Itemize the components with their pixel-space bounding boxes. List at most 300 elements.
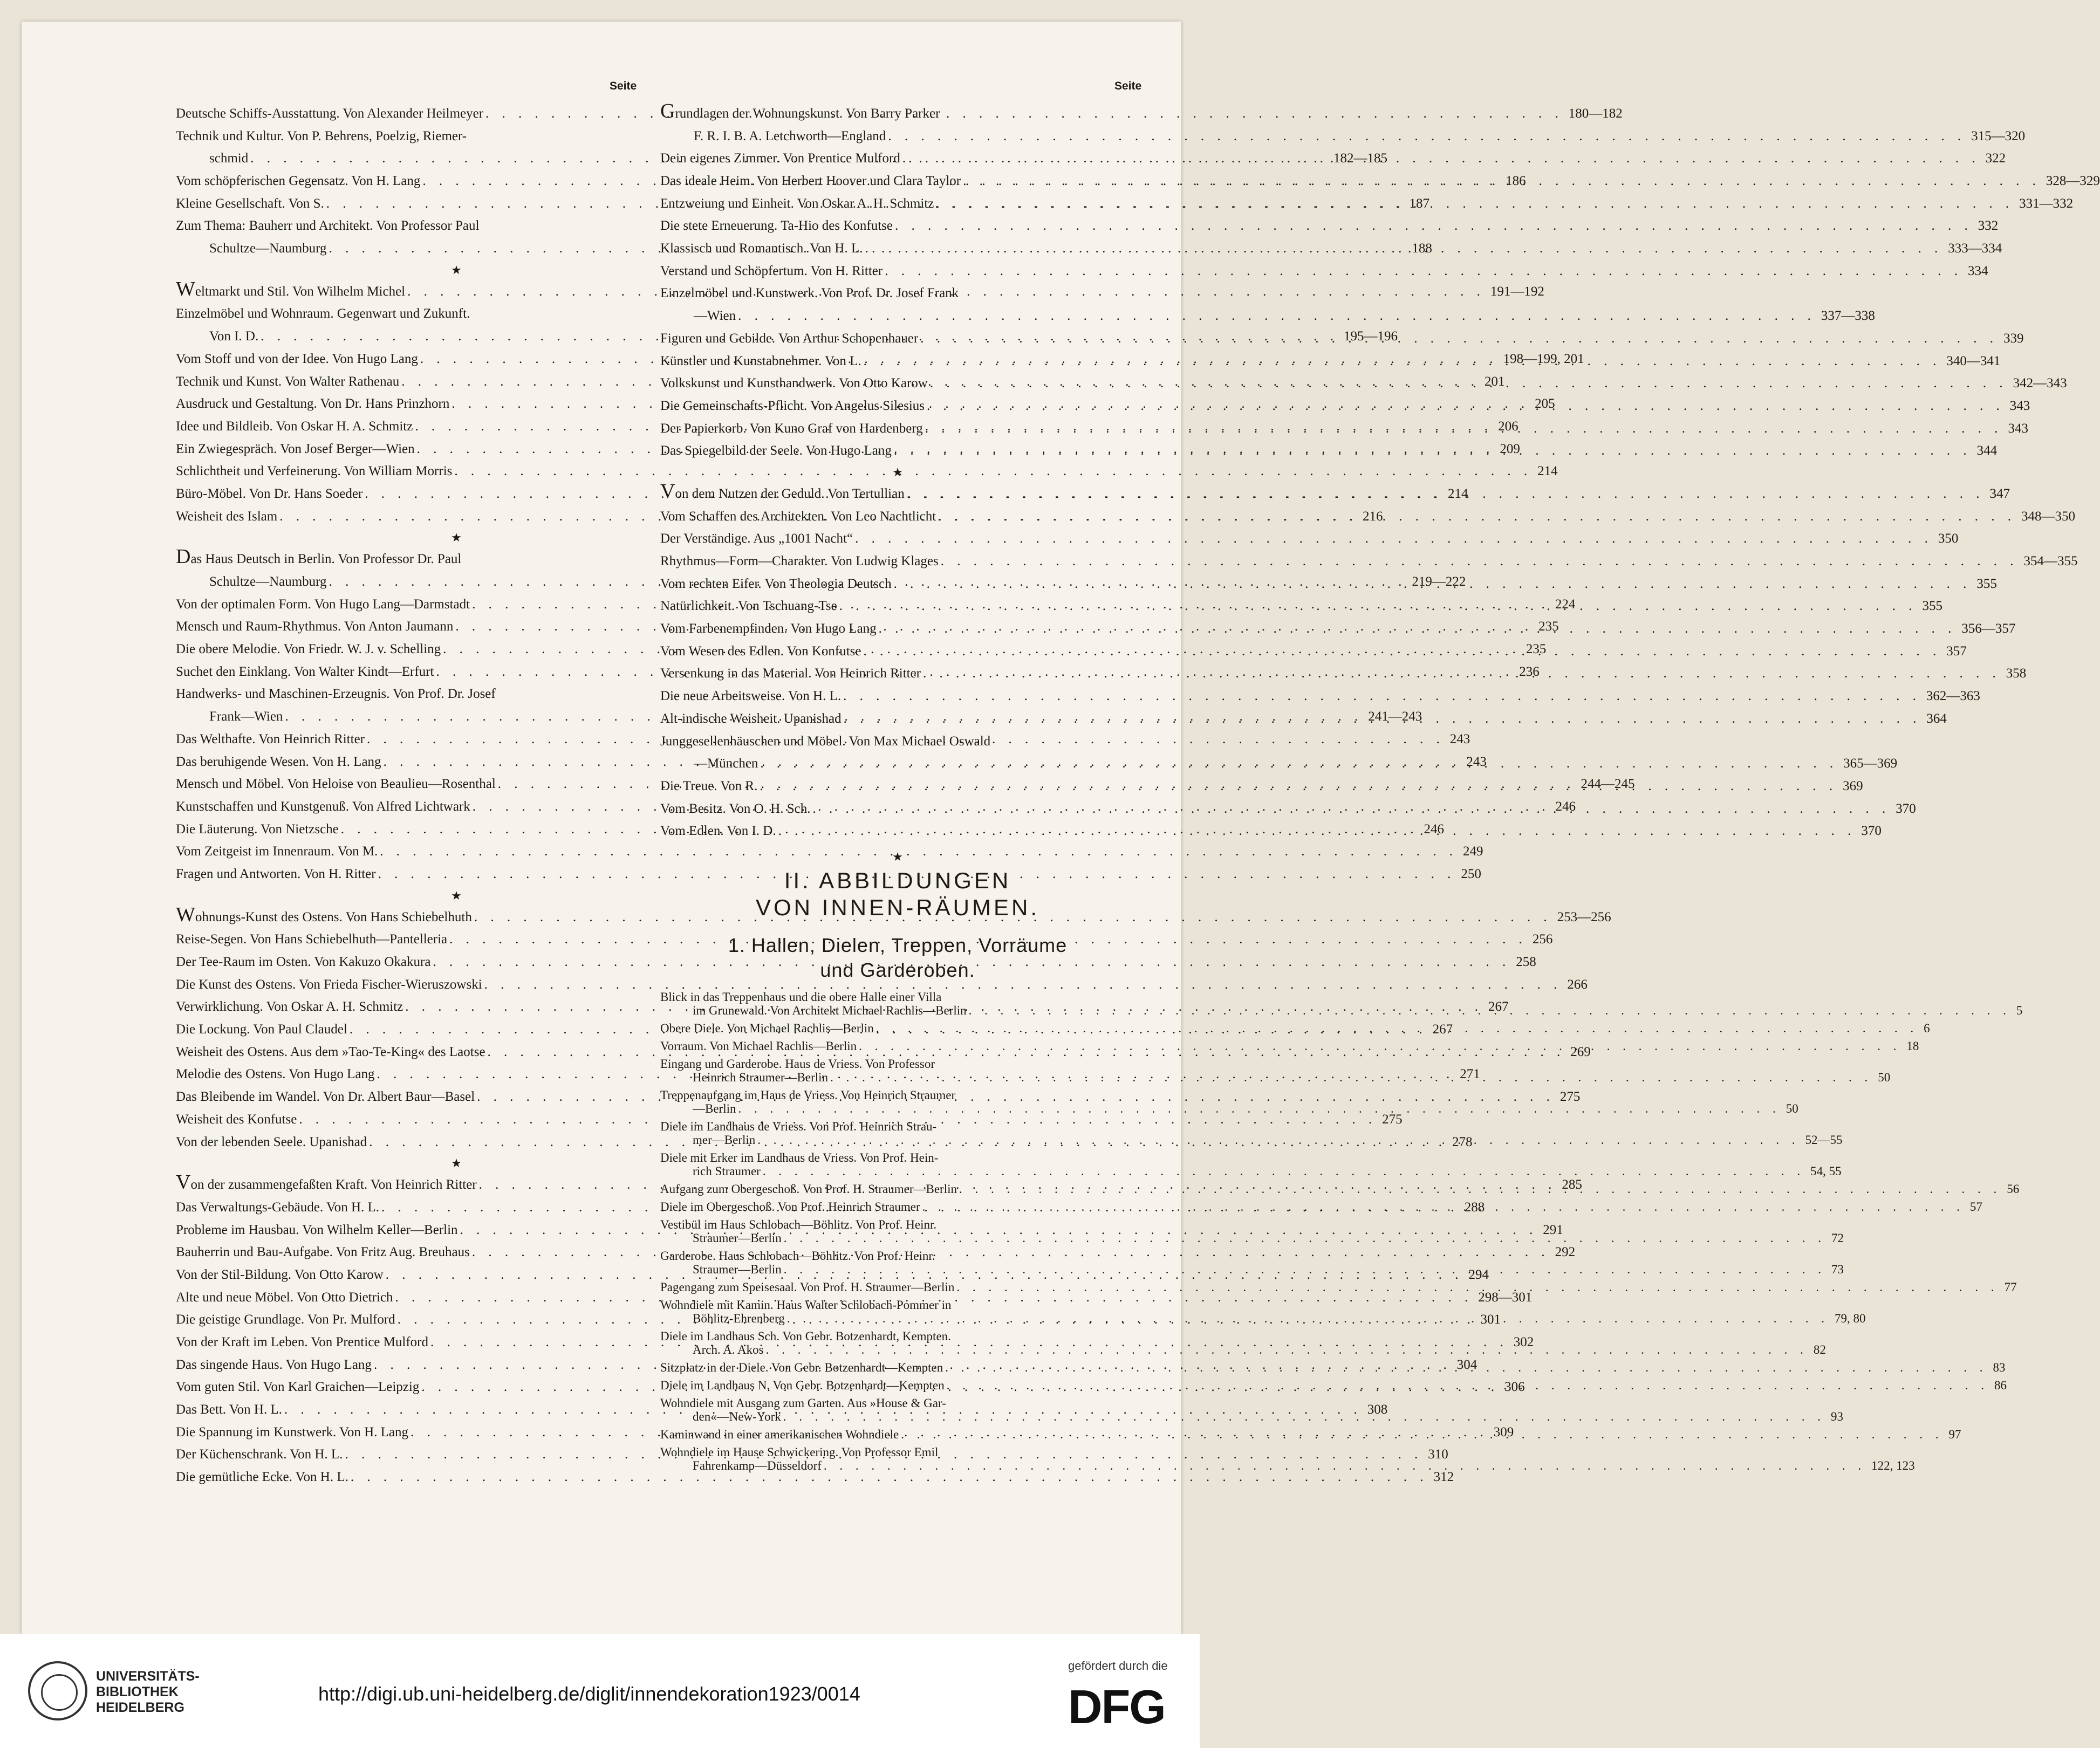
illustration-text: Diele mit Erker im Landhaus de Vriess. Von Prof. Hein-	[660, 1151, 939, 1164]
illustration-text: Kaminwand in einer amerikanischen Wohndiele	[660, 1428, 899, 1441]
illustration-text: rich Straumer	[693, 1164, 761, 1178]
leader-dots	[853, 527, 1935, 550]
toc-entry-page: 186	[1506, 174, 1526, 189]
toc-entry-title: Probleme im Hausbau. Von Wilhelm Keller—Berlin	[176, 1222, 458, 1237]
toc-entry-page: 370	[1861, 824, 1882, 839]
illustration-text: Sitzplatz in der Diele. Von Gebr. Botzenhardt—Kempten	[660, 1361, 943, 1374]
illustration-text: Straumer—Berlin	[693, 1263, 782, 1276]
toc-entry-page: 285	[1562, 1177, 1582, 1192]
illustration-line	[660, 1151, 1135, 1164]
toc-entry-page: 258	[1516, 955, 1536, 970]
toc-entry-page: 364	[1926, 711, 1947, 726]
toc-entry-page: 253—256	[1557, 909, 1611, 924]
toc-entry-title: Von der Kraft im Leben. Von Prentice Mulford	[176, 1335, 428, 1350]
toc-entry-title: Der Papierkorb. Von Kuno Graf von Hardenberg	[660, 421, 923, 436]
toc-entry-title: Kunstschaffen und Kunstgenuß. Von Alfred Lichtwark	[176, 799, 470, 814]
toc-entry-page: 304	[1456, 1357, 1477, 1372]
toc-entry-title: Rhythmus—Form—Charakter. Von Ludwig Klages	[660, 554, 939, 569]
toc-entry-title: Vom Farbenempfinden. Von Hugo Lang	[660, 621, 877, 636]
illustration-text: Straumer—Berlin	[693, 1231, 782, 1245]
divider-star: ★	[451, 531, 462, 545]
divider-star: ★	[451, 1156, 462, 1170]
illustration-line	[660, 1396, 1135, 1410]
toc-entry-page: 340—341	[1946, 353, 2001, 368]
illustration-page: 73	[1831, 1263, 1844, 1276]
illustration-page: 54, 55	[1810, 1164, 1842, 1178]
toc-entry	[660, 550, 2078, 573]
toc-entry-title: —München	[694, 756, 758, 771]
toc-entry-title: Die gemütliche Ecke. Von H. L.	[176, 1470, 348, 1485]
leader-dots	[861, 350, 1944, 373]
toc-entry-title: Die neue Arbeitsweise. Von H. L.	[660, 689, 842, 704]
divider-star: ★	[451, 888, 462, 902]
illustration-page: 5	[2016, 1004, 2023, 1017]
leader-dots	[736, 1102, 1783, 1115]
toc-entry-title: Ein Zwiegespräch. Von Josef Berger—Wien	[176, 441, 415, 456]
leader-dots	[841, 685, 1923, 708]
illustration-line	[660, 1088, 1135, 1102]
page-column-header-left: Seite	[610, 80, 637, 92]
toc-entry-page: 195—196	[1343, 329, 1398, 344]
toc-entry-title: Die obere Melodie. Von Friedr. W. J. v. Schelling	[176, 642, 441, 657]
illustration-text: Fahrenkamp—Düsseldorf	[693, 1459, 822, 1472]
toc-entry-page: 246	[1555, 799, 1576, 814]
toc-entry-page: 294	[1468, 1267, 1489, 1282]
toc-entry-title: Die geistige Grundlage. Von Pr. Mulford	[176, 1312, 395, 1327]
leader-dots	[822, 1459, 1868, 1472]
toc-entry-page: 358	[2006, 666, 2027, 681]
toc-entry-page: 301	[1480, 1312, 1501, 1327]
leader-dots	[920, 1200, 1967, 1214]
toc-entry-title: Die Kunst des Ostens. Von Frieda Fischer-Wieruszowski	[176, 977, 482, 992]
sponsor-text: gefördert durch die	[1068, 1659, 1168, 1672]
toc-entry-title: Ausdruck und Gestaltung. Von Dr. Hans Prinzhorn	[176, 396, 450, 412]
illustration-line	[660, 1249, 1135, 1263]
toc-entry-title: Zum Thema: Bauherr und Architekt. Von Professor Paul	[176, 218, 480, 234]
toc-entry-title: Vom schöpferischen Gegensatz. Von H. Lang	[176, 174, 421, 189]
toc-entry-page: 214	[1448, 486, 1468, 501]
toc-entry-title: Volkskunst und Kunsthandwerk. Von Otto Karow	[660, 376, 928, 391]
toc-entry-title: Die Treue. Von R.	[660, 778, 758, 793]
toc-entry-title: Weltmarkt und Stil. Von Wilhelm Michel	[176, 277, 406, 300]
toc-entry-page: 201	[1484, 374, 1505, 389]
leader-dots	[892, 573, 1974, 595]
toc-entry-page: 246	[1424, 821, 1445, 837]
toc-entry-page: 357	[1946, 643, 1967, 659]
illustration-text: Diele im Obergeschoß. Von Prof. Heinrich Straumer	[660, 1200, 920, 1214]
toc-entry-page: 243	[1449, 731, 1470, 746]
toc-entry-title: Das Spiegelbild der Seele. Von Hugo Lang	[660, 443, 892, 458]
leader-dots	[736, 305, 1818, 327]
section-heading-line-2: VON INNEN-RÄUMEN.	[755, 895, 1040, 920]
toc-entry-title: Verstand und Schöpfertum. Von H. Ritter	[660, 263, 883, 278]
library-name: UNIVERSITÄTS- BIBLIOTHEK HEIDELBERG	[96, 1669, 200, 1715]
toc-entry-title: Vom Edlen. Von I. D.	[660, 824, 776, 839]
illustration-line	[660, 1164, 1842, 1178]
toc-entry-title: Die Gemeinschafts-Pflicht. Von Angelus Silesius	[660, 398, 925, 413]
leader-dots	[945, 1379, 1991, 1392]
toc-entry-title: Figuren und Gebilde. Von Arthur Schopenhauer	[660, 331, 919, 346]
leader-dots	[755, 1133, 1802, 1147]
leader-dots	[939, 550, 2021, 573]
subsection-heading-line-1: 1. Hallen, Dielen, Treppen, Vorräume	[728, 934, 1068, 956]
illustration-page: 72	[1831, 1231, 1844, 1245]
toc-entry-page: 308	[1367, 1402, 1388, 1417]
leader-dots	[761, 1164, 1807, 1178]
leader-dots	[936, 505, 2018, 528]
illustration-text: Blick in das Treppenhaus und die obere Halle einer Villa	[660, 990, 942, 1004]
toc-entry-title: Schultze—Naumburg	[209, 574, 327, 589]
leader-dots	[925, 395, 2007, 417]
leader-dots	[954, 1280, 2001, 1294]
toc-entry-title: Das Welthafte. Von Heinrich Ritter	[176, 731, 365, 746]
illustration-text: Vorraum. Von Michael Rachlis—Berlin	[660, 1039, 857, 1053]
toc-entry-page: 243	[1466, 754, 1487, 769]
toc-entry-title: Dein eigenes Zimmer. Von Prentice Mulford	[660, 151, 900, 166]
toc-entry-page: 249	[1463, 844, 1483, 859]
divider-star: ★	[892, 850, 903, 863]
toc-entry	[176, 683, 651, 706]
leader-dots	[857, 1039, 1903, 1053]
illustration-entry	[660, 1151, 1842, 1182]
toc-entry-page: 347	[1989, 486, 2010, 501]
toc-entry-title: schmid	[209, 151, 249, 166]
toc-entry	[660, 260, 1988, 283]
toc-entry-title: Von der lebenden Seele. Upanishad	[176, 1134, 367, 1149]
toc-entry-page: 219—222	[1412, 574, 1466, 589]
toc-entry	[176, 125, 651, 148]
illustration-page: 77	[2004, 1280, 2017, 1294]
toc-entry-title: Einzelmöbel und Kunstwerk. Von Prof. Dr. Josef Frank	[660, 286, 959, 301]
leader-dots	[861, 640, 1944, 663]
leader-dots	[893, 215, 1975, 237]
illustration-page: 97	[1948, 1428, 1961, 1441]
toc-entry-title: Das Bleibende im Wandel. Von Dr. Albert Baur—Basel	[176, 1089, 475, 1105]
leader-dots	[899, 1428, 1945, 1441]
toc-entry-page: 292	[1555, 1245, 1576, 1260]
toc-entry-page: 241—243	[1368, 709, 1422, 724]
toc-entry-title: Einzelmöbel und Wohnraum. Gegenwart und Zukunft.	[176, 306, 470, 321]
illustration-text: den«—New-York	[693, 1410, 781, 1423]
toc-entry-page: 343	[2008, 421, 2028, 436]
toc-entry-page: 198—199, 201	[1503, 351, 1584, 366]
toc-entry-page: 214	[1537, 464, 1558, 479]
toc-entry-title: Versenkung in das Material. Von Heinrich Ritter	[660, 666, 921, 681]
toc-entry-page: 182—185	[1333, 151, 1387, 166]
document-page	[22, 22, 2100, 1634]
toc-entry-page: 235	[1538, 619, 1559, 634]
illustration-line	[660, 1057, 1135, 1071]
subsection-heading-line-2: und Garderoben.	[820, 959, 975, 981]
toc-entry-page: 333—334	[1948, 241, 2002, 256]
toc-entry-title: Mensch und Raum-Rhythmus. Von Anton Jaumann	[176, 619, 454, 634]
toc-entry-title: Deutsche Schiffs-Ausstattung. Von Alexander Heilmeyer	[176, 106, 484, 121]
toc-entry-title: Schlichtheit und Verfeinerung. Von William Morris	[176, 464, 453, 479]
toc-entry-page: 235	[1526, 642, 1547, 657]
illustration-text: mer—Berlin	[693, 1133, 756, 1147]
toc-entry-page: 370	[1896, 801, 1916, 816]
illustration-line	[660, 1231, 1844, 1245]
toc-entry-page: 309	[1493, 1424, 1514, 1439]
leader-dots	[785, 1312, 1831, 1325]
toc-entry-title: Klassisch und Romantisch. Von H. L.	[660, 241, 863, 256]
leader-dots	[782, 1231, 1828, 1245]
toc-entry-page: 355	[1922, 599, 1942, 614]
toc-entry-page: 310	[1428, 1447, 1448, 1462]
toc-entry	[176, 460, 1558, 483]
illustration-line	[660, 1218, 1135, 1231]
toc-entry-title: Das ideale Heim. Von Herbert Hoover und Clara Taylor	[660, 174, 961, 189]
leader-dots	[934, 193, 2016, 215]
toc-entry-title: Schultze—Naumburg	[209, 241, 327, 256]
toc-entry-page: 356—357	[1961, 621, 2016, 636]
leader-dots	[921, 662, 2003, 685]
toc-entry-page: 250	[1461, 866, 1481, 881]
illustration-page: 50	[1878, 1071, 1891, 1084]
toc-entry-page: 271	[1460, 1067, 1480, 1082]
toc-entry-page: 306	[1504, 1380, 1525, 1395]
toc-entry-title: Das singende Haus. Von Hugo Lang	[176, 1357, 372, 1372]
leader-dots	[961, 170, 2043, 193]
illustration-page: 82	[1813, 1343, 1826, 1356]
toc-entry-page: 266	[1567, 977, 1588, 992]
illustration-text: Böhlitz-Ehrenberg	[693, 1312, 785, 1325]
leader-dots	[828, 1071, 1875, 1084]
toc-entry-title: Von I. D.	[209, 329, 259, 344]
toc-entry-page: 334	[1967, 263, 1988, 278]
illustration-page: 56	[2007, 1182, 2020, 1196]
illustration-page: 6	[1924, 1022, 1930, 1035]
leader-dots	[758, 752, 1840, 775]
toc-entry	[660, 125, 2026, 148]
toc-entry-title: Vom Besitz. Von O. H. Sch.	[660, 801, 811, 816]
toc-entry-title: Handwerks- und Maschinen-Erzeugnis. Von Prof. Dr. Josef	[176, 687, 496, 702]
illustration-text: Diele im Landhaus de Vriess. Von Prof. Heinrich Strau-	[660, 1120, 937, 1133]
toc-entry-title: Das beruhigende Wesen. Von H. Lang	[176, 754, 381, 769]
leader-dots	[918, 327, 2000, 350]
illustration-text: Eingang und Garderobe. Haus de Vriess. Von Professor	[660, 1057, 935, 1071]
illustration-text: Aufgang zum Obergeschoß. Von Prof. H. Straumer—Berlin	[660, 1182, 957, 1196]
toc-entry-title: Die stete Erneuerung. Ta-Hio des Konfutse	[660, 218, 893, 234]
toc-entry-title: F. R. I. B. A. Letchworth—England	[694, 128, 886, 143]
illustration-line	[660, 1120, 1135, 1133]
leader-dots	[892, 440, 1974, 462]
toc-entry-title: Vom Schaffen des Architekten. Von Leo Nachtlicht	[660, 509, 936, 524]
illustration-page: 93	[1831, 1410, 1844, 1423]
toc-entry-title: Von der optimalen Form. Von Hugo Lang—Darmstadt	[176, 597, 470, 612]
toc-entry-title: Technik und Kultur. Von P. Behrens, Poelzig, Riemer-	[176, 128, 467, 143]
illustration-line	[660, 1102, 1798, 1115]
toc-entry-title: Vom Stoff und von der Idee. Von Hugo Lang	[176, 351, 418, 366]
toc-entry-title: Bauherrin und Bau-Aufgabe. Von Fritz Aug. Breuhaus	[176, 1245, 470, 1260]
toc-entry-page: 275	[1382, 1112, 1403, 1127]
toc-entry	[660, 685, 1980, 708]
toc-entry-page: 187	[1409, 196, 1429, 211]
toc-entry-title: Melodie des Ostens. Von Hugo Lang	[176, 1067, 375, 1082]
leader-dots	[757, 775, 1839, 798]
toc-entry-page: 236	[1519, 664, 1540, 679]
illustration-line	[660, 1280, 2017, 1294]
toc-entry-title: Natürlichkeit. Von Tschuang-Tse	[660, 599, 837, 614]
toc-entry-page: 205	[1535, 396, 1555, 412]
illustration-line	[660, 1343, 1826, 1356]
toc-entry-title: Vom Zeitgeist im Innenraum. Von M.	[176, 844, 378, 859]
toc-entry-page: 343	[2009, 398, 2030, 413]
toc-entry-page: 275	[1559, 1089, 1581, 1105]
toc-entry-title: Künstler und Kunstabnehmer. Von L.	[660, 353, 861, 368]
leader-dots	[842, 708, 1924, 730]
toc-entry-page: 188	[1412, 241, 1432, 256]
toc-entry-page: 244—245	[1581, 777, 1635, 792]
toc-entry-title: Die Läuterung. Von Nietzsche	[176, 821, 339, 837]
toc-entry-page: 365—369	[1843, 756, 1898, 771]
toc-entry-page: 331—332	[2019, 196, 2074, 211]
toc-entry-page: 302	[1513, 1335, 1534, 1350]
illustration-line	[660, 1329, 1135, 1343]
toc-entry-title: —Wien	[694, 309, 736, 324]
illustration-line	[660, 990, 1135, 1004]
leader-dots	[943, 1361, 1989, 1374]
illustration-page: 86	[1994, 1379, 2007, 1392]
toc-entry-page: 342—343	[2013, 376, 2067, 391]
leader-dots	[877, 618, 1959, 640]
leader-dots	[957, 1182, 2003, 1196]
toc-entry-page: 206	[1498, 419, 1518, 434]
illustration-page: 83	[1993, 1361, 2006, 1374]
toc-entry-title: Grundlagen der Wohnungskunst. Von Barry Parker	[660, 99, 940, 122]
illustration-page: 52—55	[1805, 1133, 1843, 1147]
toc-entry-page: 348—350	[2021, 509, 2075, 524]
toc-entry-title: Idee und Bildleib. Von Oskar H. A. Schmitz	[176, 419, 413, 434]
footer-bar	[0, 1634, 1200, 1748]
section-heading-line-1: II. ABBILDUNGEN	[784, 868, 1011, 893]
toc-entry-page: 278	[1452, 1134, 1473, 1149]
leader-dots	[863, 237, 1945, 260]
illustration-line	[660, 1410, 1844, 1423]
divider-star: ★	[892, 465, 903, 479]
toc-entry-page: 180—182	[1568, 106, 1623, 121]
illustration-text: Heinrich Straumer—Berlin	[693, 1071, 829, 1084]
toc-entry-page: 332	[1978, 218, 1999, 234]
leader-dots	[874, 1022, 1920, 1035]
divider-star: ★	[451, 263, 462, 277]
leader-dots	[781, 1410, 1828, 1423]
toc-entry-page: 322	[1985, 151, 2006, 166]
toc-entry-title: Die Lockung. Von Paul Claudel	[176, 1022, 347, 1037]
toc-entry-title: Entzweiung und Einheit. Von Oskar A. H. Schmitz	[660, 196, 934, 211]
toc-entry-page: 315—320	[1971, 128, 2026, 143]
toc-entry-title: Wohnungs-Kunst des Ostens. Von Hans Schiebelhuth	[176, 903, 472, 926]
toc-entry-page: 328—329	[2046, 174, 2100, 189]
illustration-page: 79, 80	[1835, 1312, 1866, 1325]
toc-entry-page: 291	[1543, 1222, 1563, 1237]
toc-entry-title: Junggesellenhäuschen und Möbel. Von Max Michael Oswald	[660, 734, 991, 749]
illustration-line	[660, 1445, 1135, 1459]
toc-entry-title: Alte und neue Möbel. Von Otto Dietrich	[176, 1290, 393, 1305]
toc-entry-title: Vom guten Stil. Von Karl Graichen—Leipzig	[176, 1380, 420, 1395]
toc-entry-page: 267	[1432, 1022, 1453, 1037]
leader-dots	[811, 798, 1893, 820]
toc-entry-page: 354—355	[2023, 554, 2078, 569]
toc-entry-title: Das Bett. Von H. L.	[176, 1402, 282, 1417]
toc-entry	[660, 283, 1135, 305]
toc-entry-title: Vom rechten Eifer. Von Theologia Deutsch	[660, 576, 892, 591]
illustration-text: Arch. A. Akos	[693, 1343, 764, 1356]
illustration-text: Wohndiele mit Kamin. Haus Walter Schlobach-Pommer in	[660, 1298, 952, 1312]
toc-entry-title: Alt-indische Weisheit. Upanishad	[660, 711, 842, 726]
toc-entry-page: 362—363	[1926, 689, 1980, 704]
leader-dots	[782, 1263, 1828, 1276]
illustration-text: Vestibül im Haus Schlobach—Böhlitz. Von Prof. Heinr.	[660, 1218, 937, 1231]
illustration-text: Diele im Landhaus Sch. Von Gebr. Botzenhardt, Kempten.	[660, 1329, 951, 1343]
toc-entry-page: 344	[1976, 443, 1998, 458]
toc-entry-title: Von der zusammengefaßten Kraft. Von Heinrich Ritter	[176, 1171, 477, 1194]
toc-entry-title: Frank—Wien	[209, 709, 283, 724]
toc-entry-title: Der Verständige. Aus „1001 Nacht“	[660, 531, 853, 546]
toc-entry-title: Büro-Möbel. Von Dr. Hans Soeder	[176, 486, 363, 501]
toc-entry	[176, 303, 651, 326]
illustration-text: —Berlin	[693, 1102, 736, 1115]
illustration-page: 122, 123	[1871, 1459, 1915, 1472]
illustration-text: Diele im Landhaus N. Von Gebr. Botzenhardt—Kempten	[660, 1379, 945, 1392]
source-url[interactable]: http://digi.ub.uni-heidelberg.de/diglit/innendekoration1923/0014	[318, 1683, 860, 1705]
toc-entry-page: 298—301	[1478, 1290, 1533, 1305]
toc-entry-title: Verwirklichung. Von Oskar A. H. Schmitz	[176, 999, 403, 1014]
leader-dots	[967, 1004, 2013, 1017]
illustration-line	[660, 1298, 1135, 1312]
toc-entry-title: Technik und Kunst. Von Walter Rathenau	[176, 374, 400, 389]
toc-entry-page: 350	[1938, 531, 1959, 546]
illustration-text: im Grunewald. Von Architekt Michael Rachlis—Berlin	[693, 1004, 967, 1017]
illustration-text: Pagengang zum Speisesaal. Von Prof. H. Straumer—Berlin	[660, 1280, 955, 1294]
toc-entry-title: Von dem Nutzen der Geduld. Von Tertullian	[660, 479, 905, 503]
leader-dots	[886, 125, 1968, 148]
toc-entry-title: Das Verwaltungs-Gebäude. Von H. L.	[176, 1199, 380, 1215]
toc-entry-page: 337—338	[1821, 309, 1875, 324]
toc-entry-page: 339	[2003, 331, 2024, 346]
toc-entry-title: Weisheit des Ostens. Aus dem »Tao-Te-King« des Laotse	[176, 1044, 485, 1059]
leader-dots	[905, 483, 1987, 505]
toc-entry	[176, 545, 651, 571]
toc-entry-title: Der Küchenschrank. Von H. L.	[176, 1447, 343, 1462]
toc-entry-title: Fragen und Antworten. Von H. Ritter	[176, 866, 376, 881]
toc-entry	[660, 305, 1875, 327]
toc-entry	[660, 527, 1959, 550]
toc-entry-title: Weisheit des Islam	[176, 509, 278, 524]
toc-entry-title: Der Tee-Raum im Osten. Von Kakuzo Okakura	[176, 955, 431, 970]
toc-entry-title: Kleine Gesellschaft. Von S.	[176, 196, 324, 211]
leader-dots	[776, 820, 1858, 842]
illustration-text: Obere Diele. Von Michael Rachlis—Berlin	[660, 1022, 874, 1035]
toc-entry	[176, 840, 1483, 863]
illustration-text: Treppenaufgang im Haus de Vriess. Von Heinrich Straumer	[660, 1088, 956, 1102]
illustration-text: Garderobe. Haus Schlobach—Böhlitz. Von Prof. Heinr.	[660, 1249, 935, 1263]
illustration-text: Wohndiele mit Ausgang zum Garten. Aus »House & Gar-	[660, 1396, 946, 1410]
toc-entry-title: Die Spannung im Kunstwerk. Von H. Lang	[176, 1424, 408, 1439]
toc-entry-title: Suchet den Einklang. Von Walter Kindt—Erfurt	[176, 664, 434, 679]
toc-entry-title: Reise-Segen. Von Hans Schiebelhuth—Pantelleria	[176, 932, 448, 947]
leader-dots	[928, 372, 2010, 395]
toc-entry-page: 216	[1362, 509, 1383, 524]
toc-entry-title: Das Haus Deutsch in Berlin. Von Professor Dr. Paul	[176, 545, 462, 568]
toc-entry-page: 269	[1570, 1044, 1591, 1059]
page-column-header-right: Seite	[1114, 80, 1142, 92]
toc-entry-page: 312	[1433, 1470, 1454, 1485]
toc-entry-page: 369	[1843, 778, 1863, 793]
toc-entry	[660, 730, 1135, 753]
toc-entry-page: 209	[1500, 441, 1520, 456]
dfg-logo: DFG	[1068, 1680, 1165, 1733]
